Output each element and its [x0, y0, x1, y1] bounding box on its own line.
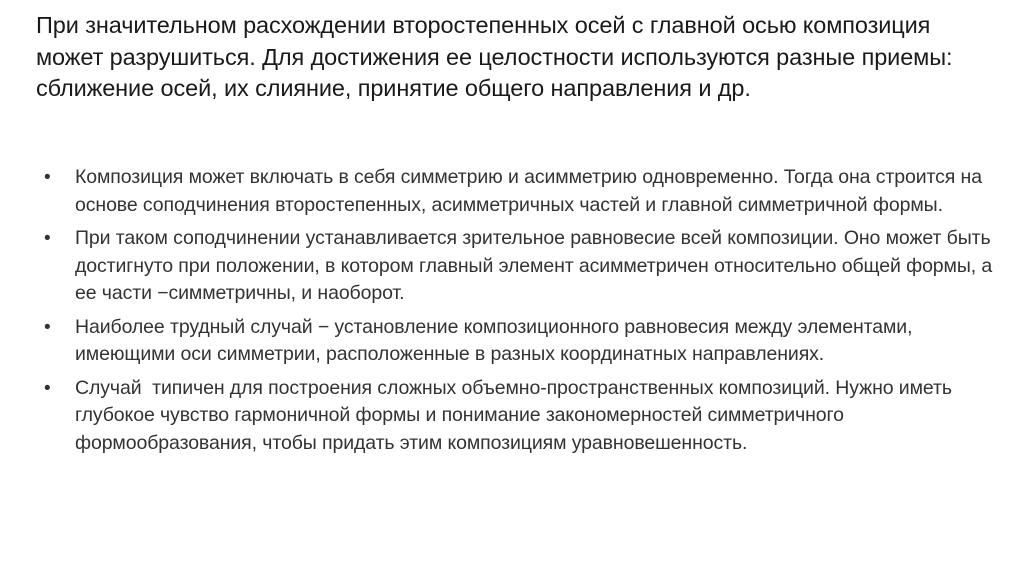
- list-item: [44, 225, 994, 308]
- bullet-text: При таком соподчинении устанавливается зрительное равновесие всей композиции. Оно может быть достигнуто при положении, в котором главный элемент асимметричен относительно общей формы, а ее части −симметричны, и наоборот.: [75, 227, 993, 304]
- intro-paragraph: При значительном расхождении второстепенных осей с главной осью композиция может разрушиться. Для достижения ее целостности используются разные приемы: сближение осей, их слияние, принятие общего направления и др.: [36, 12, 953, 101]
- bullet-icon: •: [44, 228, 51, 249]
- bullet-list: [44, 164, 994, 463]
- bullet-icon: •: [44, 167, 51, 188]
- list-item: [44, 375, 994, 458]
- bullet-icon: •: [44, 316, 51, 338]
- list-item: [44, 314, 994, 369]
- bullet-icon: •: [44, 377, 51, 399]
- list-item: [44, 164, 994, 219]
- bullet-text: Случай типичен для построения сложных объемно-пространственных композиций. Нужно иметь глубокое чувство гармоничной формы и понимание закономерностей симметричного формообразования, чтобы придать этим композициям уравновешенность.: [75, 376, 958, 454]
- bullet-text: Композиция может включать в себя симметрию и асимметрию одновременно. Тогда она строится на основе соподчинения второстепенных, асимметричных частей и главной симметричной формы.: [75, 166, 982, 216]
- bullet-text: Наиболее трудный случай − установление композиционного равновесия между элементами, имеющими оси симметрии, расположенные в разных координатных направлениях.: [75, 315, 913, 365]
